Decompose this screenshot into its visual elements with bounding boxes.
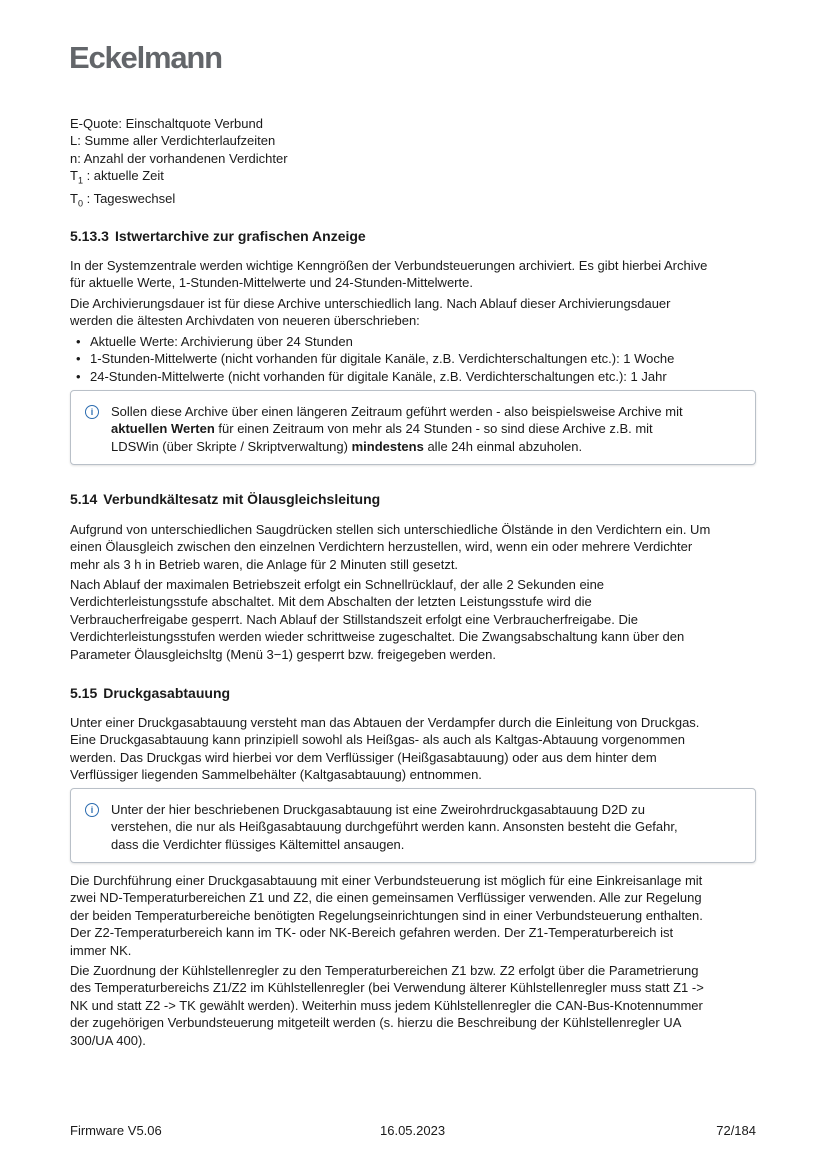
text-line: Nach Ablauf der maximalen Betriebszeit erfolgt ein Schnellrücklauf, der alle 2 Sekunden eine	[70, 577, 605, 592]
paragraph	[70, 872, 760, 959]
section-number: 5.14	[70, 491, 98, 507]
paragraph	[70, 962, 760, 1049]
note-line: Unter der hier beschriebenen Druckgasabtauung ist eine Zweirohrdruckgasabtauung D2D zu	[111, 802, 646, 817]
text-line: Die Archivierungsdauer ist für diese Archive unterschiedlich lang. Nach Ablauf dieser Archivierungsdauer	[70, 296, 671, 311]
text: LDSWin (über Skripte / Skriptverwaltung)	[111, 438, 352, 454]
symbol: T	[70, 191, 78, 207]
legend-item: L: Summe aller Verdichterlaufzeiten	[70, 133, 276, 149]
text-line: Der Z2-Temperaturbereich kann im TK- oder NK-Bereich gefahren werden. Der Z1-Temperaturbereich ist	[70, 925, 674, 941]
text-line: mehr als 3 h in Betrieb waren, die Anlage für 2 Minuten still gesetzt.	[70, 556, 459, 572]
footer-date: 16.05.2023	[380, 1123, 446, 1138]
text-line: werden. Das Druckgas wird hierbei vor dem Verflüssiger (Heißgasabtauung) oder aus dem hinter dem	[70, 749, 657, 765]
text-line: Verbraucherfreigabe gesperrt. Nach Ablauf der Stillstandszeit erfolgt eine Verbraucherfreigabe. Die	[70, 611, 638, 627]
text: für einen Zeitraum von mehr als 24 Stunden - so sind diese Archive z.B. mit	[214, 421, 653, 437]
legend-item	[70, 167, 760, 190]
text-line: Die Zuordnung der Kühlstellenregler zu den Temperaturbereichen Z1 bzw. Z2 erfolgt über die Parametrierung	[70, 963, 699, 978]
note-line	[111, 438, 683, 455]
text-line: werden die ältesten Archivdaten von neueren überschrieben:	[70, 313, 420, 329]
info-note	[70, 788, 756, 863]
text-line: NK und statt Z2 -> TK gewählt werden). Weiterhin muss jedem Kühlstellenregler die CAN-Bus-Knotennummer	[70, 997, 703, 1013]
legend-item	[70, 190, 760, 213]
legend-item: n: Anzahl der vorhandenen Verdichter	[70, 150, 288, 166]
text-line: des Temperaturbereichs Z1/Z2 im Kühlstellenregler (bei Verwendung älterer Kühlstellenregler muss statt Z1 ->	[70, 980, 704, 996]
legend-text: : aktuelle Zeit	[82, 168, 164, 184]
bold-text: mindestens	[351, 438, 424, 454]
paragraph	[70, 257, 760, 292]
section-number: 5.13.3	[70, 228, 109, 244]
footer-firmware: Firmware V5.06	[70, 1123, 162, 1138]
note-line: dass die Verdichter flüssiges Kältemittel ansaugen.	[111, 836, 405, 852]
text-line: 300/UA 400).	[70, 1032, 146, 1048]
paragraph	[70, 295, 760, 330]
subscript: 0	[77, 198, 83, 209]
note-line: Sollen diese Archive über einen längeren Zeitraum geführt werden - also beispielsweise Archive mit	[111, 404, 683, 419]
text-line: immer NK.	[70, 942, 132, 958]
section-heading-5-14	[70, 491, 380, 507]
legend-list	[70, 115, 760, 213]
text-line: der beiden Temperaturbereiche benötigten Regelungseinrichtungen sind in einer Verbundsteuerung enthalten.	[70, 907, 703, 923]
legend-item: E-Quote: Einschaltquote Verbund	[70, 116, 263, 131]
section-title: Istwertarchive zur grafischen Anzeige	[114, 228, 366, 244]
bullet-item: • 24-Stunden-Mittelwerte (nicht vorhanden für digitale Kanäle, z.B. Verdichterschaltungen etc.): 1 Jahr	[70, 368, 760, 385]
paragraph	[70, 576, 760, 663]
text-line: Parameter Ölausgleichsltg (Menü 3−1) gesperrt bzw. freigegeben werden.	[70, 646, 496, 662]
bullet-item: • 1-Stunden-Mittelwerte (nicht vorhanden für digitale Kanäle, z.B. Verdichterschaltungen etc.): 1 Woche	[70, 350, 760, 367]
note-line: verstehen, die nur als Heißgasabtauung durchgeführt werden kann. Ansonsten besteht die Gefahr,	[111, 819, 678, 835]
text-line: Verflüssiger liegenden Sammelbehälter (Kaltgasabtauung) entnommen.	[70, 767, 482, 783]
text-line: Aufgrund von unterschiedlichen Saugdrücken stellen sich unterschiedliche Ölstände in den Verdichtern ein. Um	[70, 522, 711, 537]
paragraph	[70, 714, 760, 784]
text: alle 24h einmal abzuholen.	[423, 438, 583, 454]
text-line: einen Ölausgleich zwischen den einzelnen Verdichtern herzustellen, wird, wenn ein oder mehrere Verdichter	[70, 539, 693, 555]
text-line: Verdichterleistungsstufe abschaltet. Mit dem Abschalten der letzten Leistungsstufe wird die	[70, 594, 592, 610]
bullet-item: • Aktuelle Werte: Archivierung über 24 Stunden	[70, 333, 760, 350]
section-heading-5-15	[70, 685, 230, 701]
bullet-list	[70, 333, 760, 385]
bold-text: aktuellen Werten	[111, 421, 215, 437]
section-title: Verbundkältesatz mit Ölausgleichsleitung	[103, 491, 381, 507]
paragraph	[70, 521, 760, 573]
text-line: zwei ND-Temperaturbereichen Z1 und Z2, die einen gemeinsamen Verflüssiger verwenden. Alle zur Regelung	[70, 890, 702, 906]
section-number: 5.15	[70, 685, 98, 701]
text-line: Die Durchführung einer Druckgasabtauung mit einer Verbundsteuerung ist möglich für eine Einkreisanlage mit	[70, 873, 703, 888]
note-line	[111, 420, 683, 437]
info-note	[70, 390, 756, 465]
text-line: Eine Druckgasabtauung kann prinzipiell sowohl als Heißgas- als auch als Kaltgas-Abtauung vorgenommen	[70, 732, 685, 748]
info-icon: i	[85, 405, 99, 419]
text-line: für aktuelle Werte, 1-Stunden-Mittelwerte und 24-Stunden-Mittelwerte.	[70, 275, 473, 291]
text-line: Unter einer Druckgasabtauung versteht man das Abtauen der Verdampfer durch die Einleitung von Druckgas.	[70, 715, 700, 730]
text-line: Verdichterleistungsstufen werden wieder schrittweise zugeschaltet. Die Zwangsabschaltung kann über den	[70, 629, 685, 645]
legend-text: : Tageswechsel	[82, 191, 176, 207]
text-line: In der Systemzentrale werden wichtige Kenngrößen der Verbundsteuerungen archiviert. Es gibt hierbei Archive	[70, 258, 708, 273]
symbol: T	[70, 168, 78, 184]
subscript: 1	[77, 175, 83, 186]
footer-page-number: 72/184	[716, 1123, 756, 1138]
info-icon: i	[85, 803, 99, 817]
text-line: der zugehörigen Verbundsteuerung mitgeteilt werden (s. hierzu die Beschreibung der Kühlstellenregler UA	[70, 1015, 682, 1031]
section-heading-5-13-3	[70, 228, 366, 244]
eckelmann-logo: Eckelmann	[69, 40, 222, 75]
section-title: Druckgasabtauung	[103, 685, 231, 701]
